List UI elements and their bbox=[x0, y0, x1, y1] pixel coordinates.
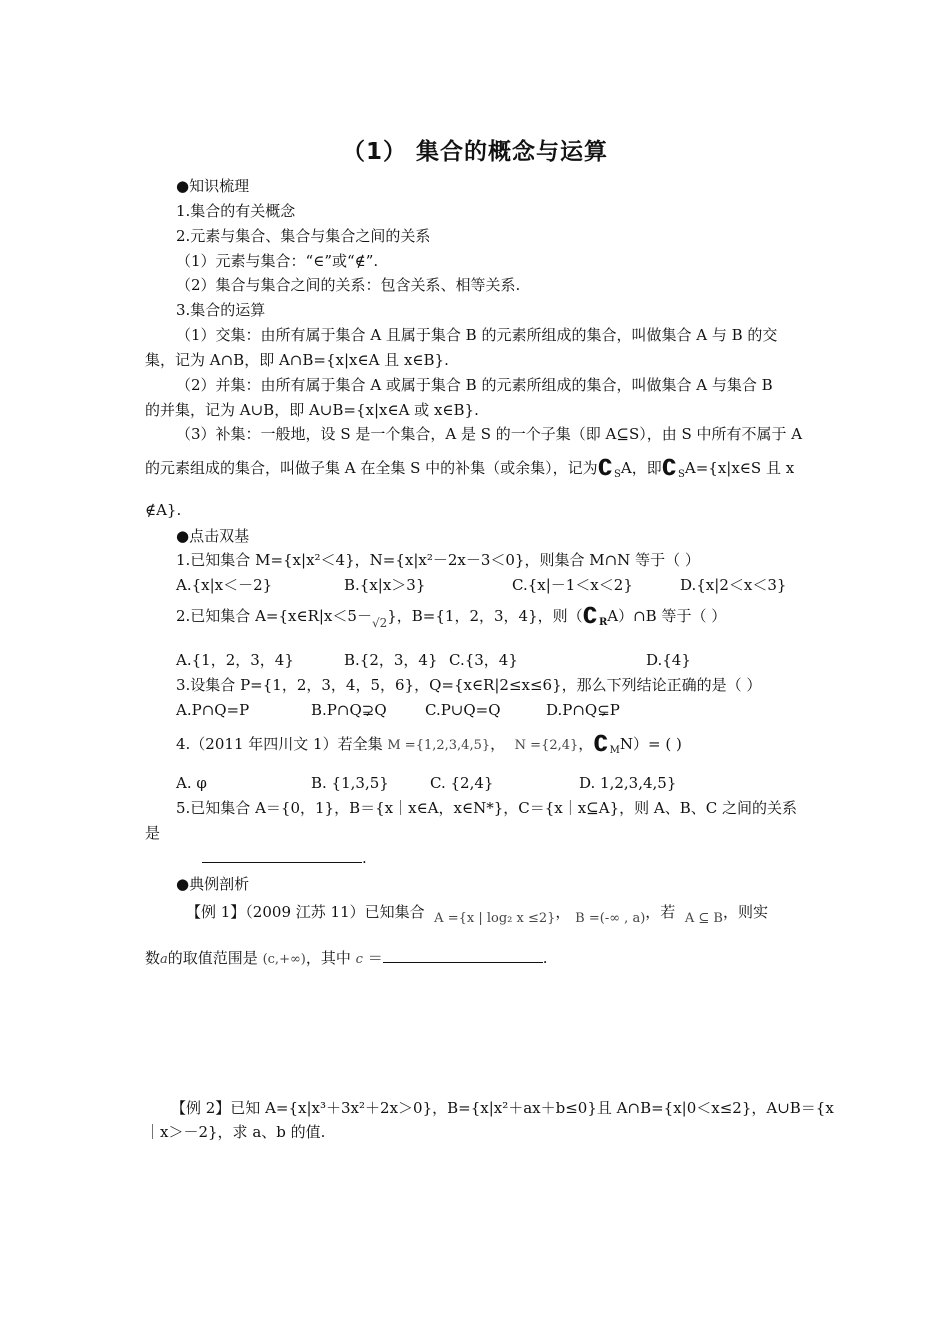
section-heading-knowledge: ●知识梳理 bbox=[176, 177, 250, 195]
q1-option-d: D.{x|2＜x＜3} bbox=[680, 576, 787, 594]
text-fragment: . bbox=[362, 849, 367, 867]
q4-option-a: A. φ bbox=[176, 774, 207, 792]
text-fragment: ，若 bbox=[645, 903, 676, 921]
var-c: c bbox=[355, 952, 363, 967]
text-fragment: A={x|x∈S 且 x bbox=[684, 459, 795, 477]
subset-expr: A ⊆ B bbox=[684, 911, 723, 926]
text-line: 1.集合的有关概念 bbox=[176, 202, 296, 220]
question-3: 3.设集合 P={1，2，3，4，5，6}，Q={x∈R|2≤x≤6}，那么下列结论正确的是（ ） bbox=[176, 676, 762, 694]
text-fragment: A，即 bbox=[620, 459, 662, 477]
complement-symbol: ∁ bbox=[593, 732, 609, 757]
q2-option-c: C.{3，4} bbox=[449, 651, 518, 669]
answer-blank-line bbox=[202, 848, 367, 868]
range-expr: (c,+∞) bbox=[262, 952, 306, 967]
complement-symbol: ∁ bbox=[597, 456, 613, 481]
text-fragment: ，则实 bbox=[722, 903, 768, 921]
text-fragment: . bbox=[542, 949, 548, 967]
q2-option-d: D.{4} bbox=[646, 651, 691, 669]
var-a: a bbox=[160, 952, 168, 967]
q4-option-c: C. {2,4} bbox=[430, 774, 494, 792]
section-heading-examples: ●典例剖析 bbox=[176, 875, 250, 893]
text-fragment: 4.（2011 年四川文 1）若全集 bbox=[176, 735, 383, 753]
text-fragment: 2.已知集合 A={x∈R|x＜5－ bbox=[176, 607, 372, 625]
subscript-m: M bbox=[609, 745, 620, 756]
page-title: （1） 集合的概念与运算 bbox=[341, 139, 608, 165]
text-fragment: }，B={1，2，3，4}，则（ bbox=[387, 607, 583, 625]
q1-option-c: C.{x|－1＜x＜2} bbox=[512, 576, 633, 594]
text-fragment: 数 bbox=[145, 949, 161, 967]
text-line: （2）并集：由所有属于集合 A 或属于集合 B 的元素所组成的集合，叫做集合 A 与集合 B bbox=[176, 376, 773, 394]
example-2-cont: ｜x＞－2}，求 a、b 的值. bbox=[145, 1123, 326, 1141]
text-fragment: 的取值范围是 bbox=[167, 949, 258, 967]
question-2 bbox=[176, 606, 726, 633]
text-line-complement bbox=[145, 458, 794, 485]
subscript-s: S bbox=[678, 469, 685, 480]
answer-blank[interactable] bbox=[202, 848, 362, 863]
text-line: （1）元素与集合：“∈”或“∉”. bbox=[176, 252, 379, 270]
q3-option-b: B.P∩Q⊋Q bbox=[311, 701, 387, 719]
q2-option-b: B.{2，3，4} bbox=[344, 651, 438, 669]
example-1: 【例 1】（2009 江苏 11）已知集合 A ={x | log₂ x ≤2}， B =(-∞ , a)，若 A ⊆ B，则实 bbox=[186, 903, 768, 926]
example-1-cont bbox=[145, 948, 548, 970]
text-fragment: ，其中 bbox=[305, 949, 351, 967]
text-line: 2.元素与集合、集合与集合之间的关系 bbox=[176, 227, 431, 245]
q1-option-a: A.{x|x＜－2} bbox=[176, 576, 273, 594]
text-fragment: 的元素组成的集合，叫做子集 A 在全集 S 中的补集（或余集），记为 bbox=[145, 459, 598, 477]
text-fragment: N）= ( ) bbox=[619, 735, 682, 753]
question-4: 4.（2011 年四川文 1）若全集 M ={1,2,3,4,5}， N ={2,4}，$∁_MN)=$ ( ) bbox=[176, 732, 682, 757]
text-line: 集，记为 A∩B，即 A∩B={x|x∈A 且 x∈B}. bbox=[145, 351, 449, 369]
set-m: M ={1,2,3,4,5} bbox=[387, 738, 491, 753]
set-b-expr: B =(-∞ , a) bbox=[575, 911, 646, 926]
set-a-expr: A ={x | log₂ x ≤2} bbox=[434, 911, 556, 926]
q1-option-b: B.{x|x＞3} bbox=[344, 576, 426, 594]
text-fragment: A）∩B 等于（ ） bbox=[607, 607, 727, 625]
text-fragment: ＝ bbox=[367, 949, 383, 967]
question-1: 1.已知集合 M={x|x²＜4}，N={x|x²－2x－3＜0}，则集合 M∩N 等于（ ） bbox=[176, 551, 700, 569]
q3-option-c: C.P∪Q=Q bbox=[425, 701, 501, 719]
text-line: （2）集合与集合之间的关系：包含关系、相等关系. bbox=[176, 276, 521, 294]
subscript-r: R bbox=[598, 617, 608, 628]
q2-option-a: A.{1，2，3，4} bbox=[176, 651, 294, 669]
question-5: 5.已知集合 A＝{0，1}，B＝{x｜x∈A，x∈N*}，C＝{x｜x⊆A}，则 A、B、C 之间的关系 bbox=[176, 799, 797, 817]
text-line: 的并集，记为 A∪B，即 A∪B={x|x∈A 或 x∈B}. bbox=[145, 401, 479, 419]
sqrt-two: √2 bbox=[371, 616, 388, 630]
set-n: N ={2,4} bbox=[514, 738, 579, 753]
text-line: （1）交集：由所有属于集合 A 且属于集合 B 的元素所组成的集合，叫做集合 A 与 B 的交 bbox=[176, 326, 778, 344]
q3-option-d: D.P∩Q⊊P bbox=[546, 701, 620, 719]
text-line: 3.集合的运算 bbox=[176, 301, 266, 319]
text-line: ∉A}. bbox=[145, 501, 182, 519]
question-5-cont: 是 bbox=[145, 824, 161, 842]
example-2: 【例 2】已知 A={x|x³＋3x²＋2x＞0}，B={x|x²＋ax＋b≤0}且 A∩B={x|0＜x≤2}，A∪B＝{x bbox=[171, 1099, 834, 1117]
complement-symbol: ∁ bbox=[661, 456, 678, 481]
q4-option-d: D. 1,2,3,4,5} bbox=[579, 774, 677, 792]
q3-option-a: A.P∩Q=P bbox=[176, 701, 250, 719]
q4-option-b: B. {1,3,5} bbox=[311, 774, 389, 792]
complement-symbol: ∁ bbox=[582, 604, 598, 629]
subscript-s: S bbox=[614, 469, 621, 480]
text-fragment: 【例 1】（2009 江苏 11）已知集合 bbox=[186, 903, 425, 921]
section-heading-basics: ●点击双基 bbox=[176, 527, 250, 545]
text-line: （3）补集：一般地，设 S 是一个集合，A 是 S 的一个子集（即 A⊆S），由 S 中所有不属于 A bbox=[176, 425, 803, 443]
answer-blank[interactable] bbox=[383, 948, 543, 963]
